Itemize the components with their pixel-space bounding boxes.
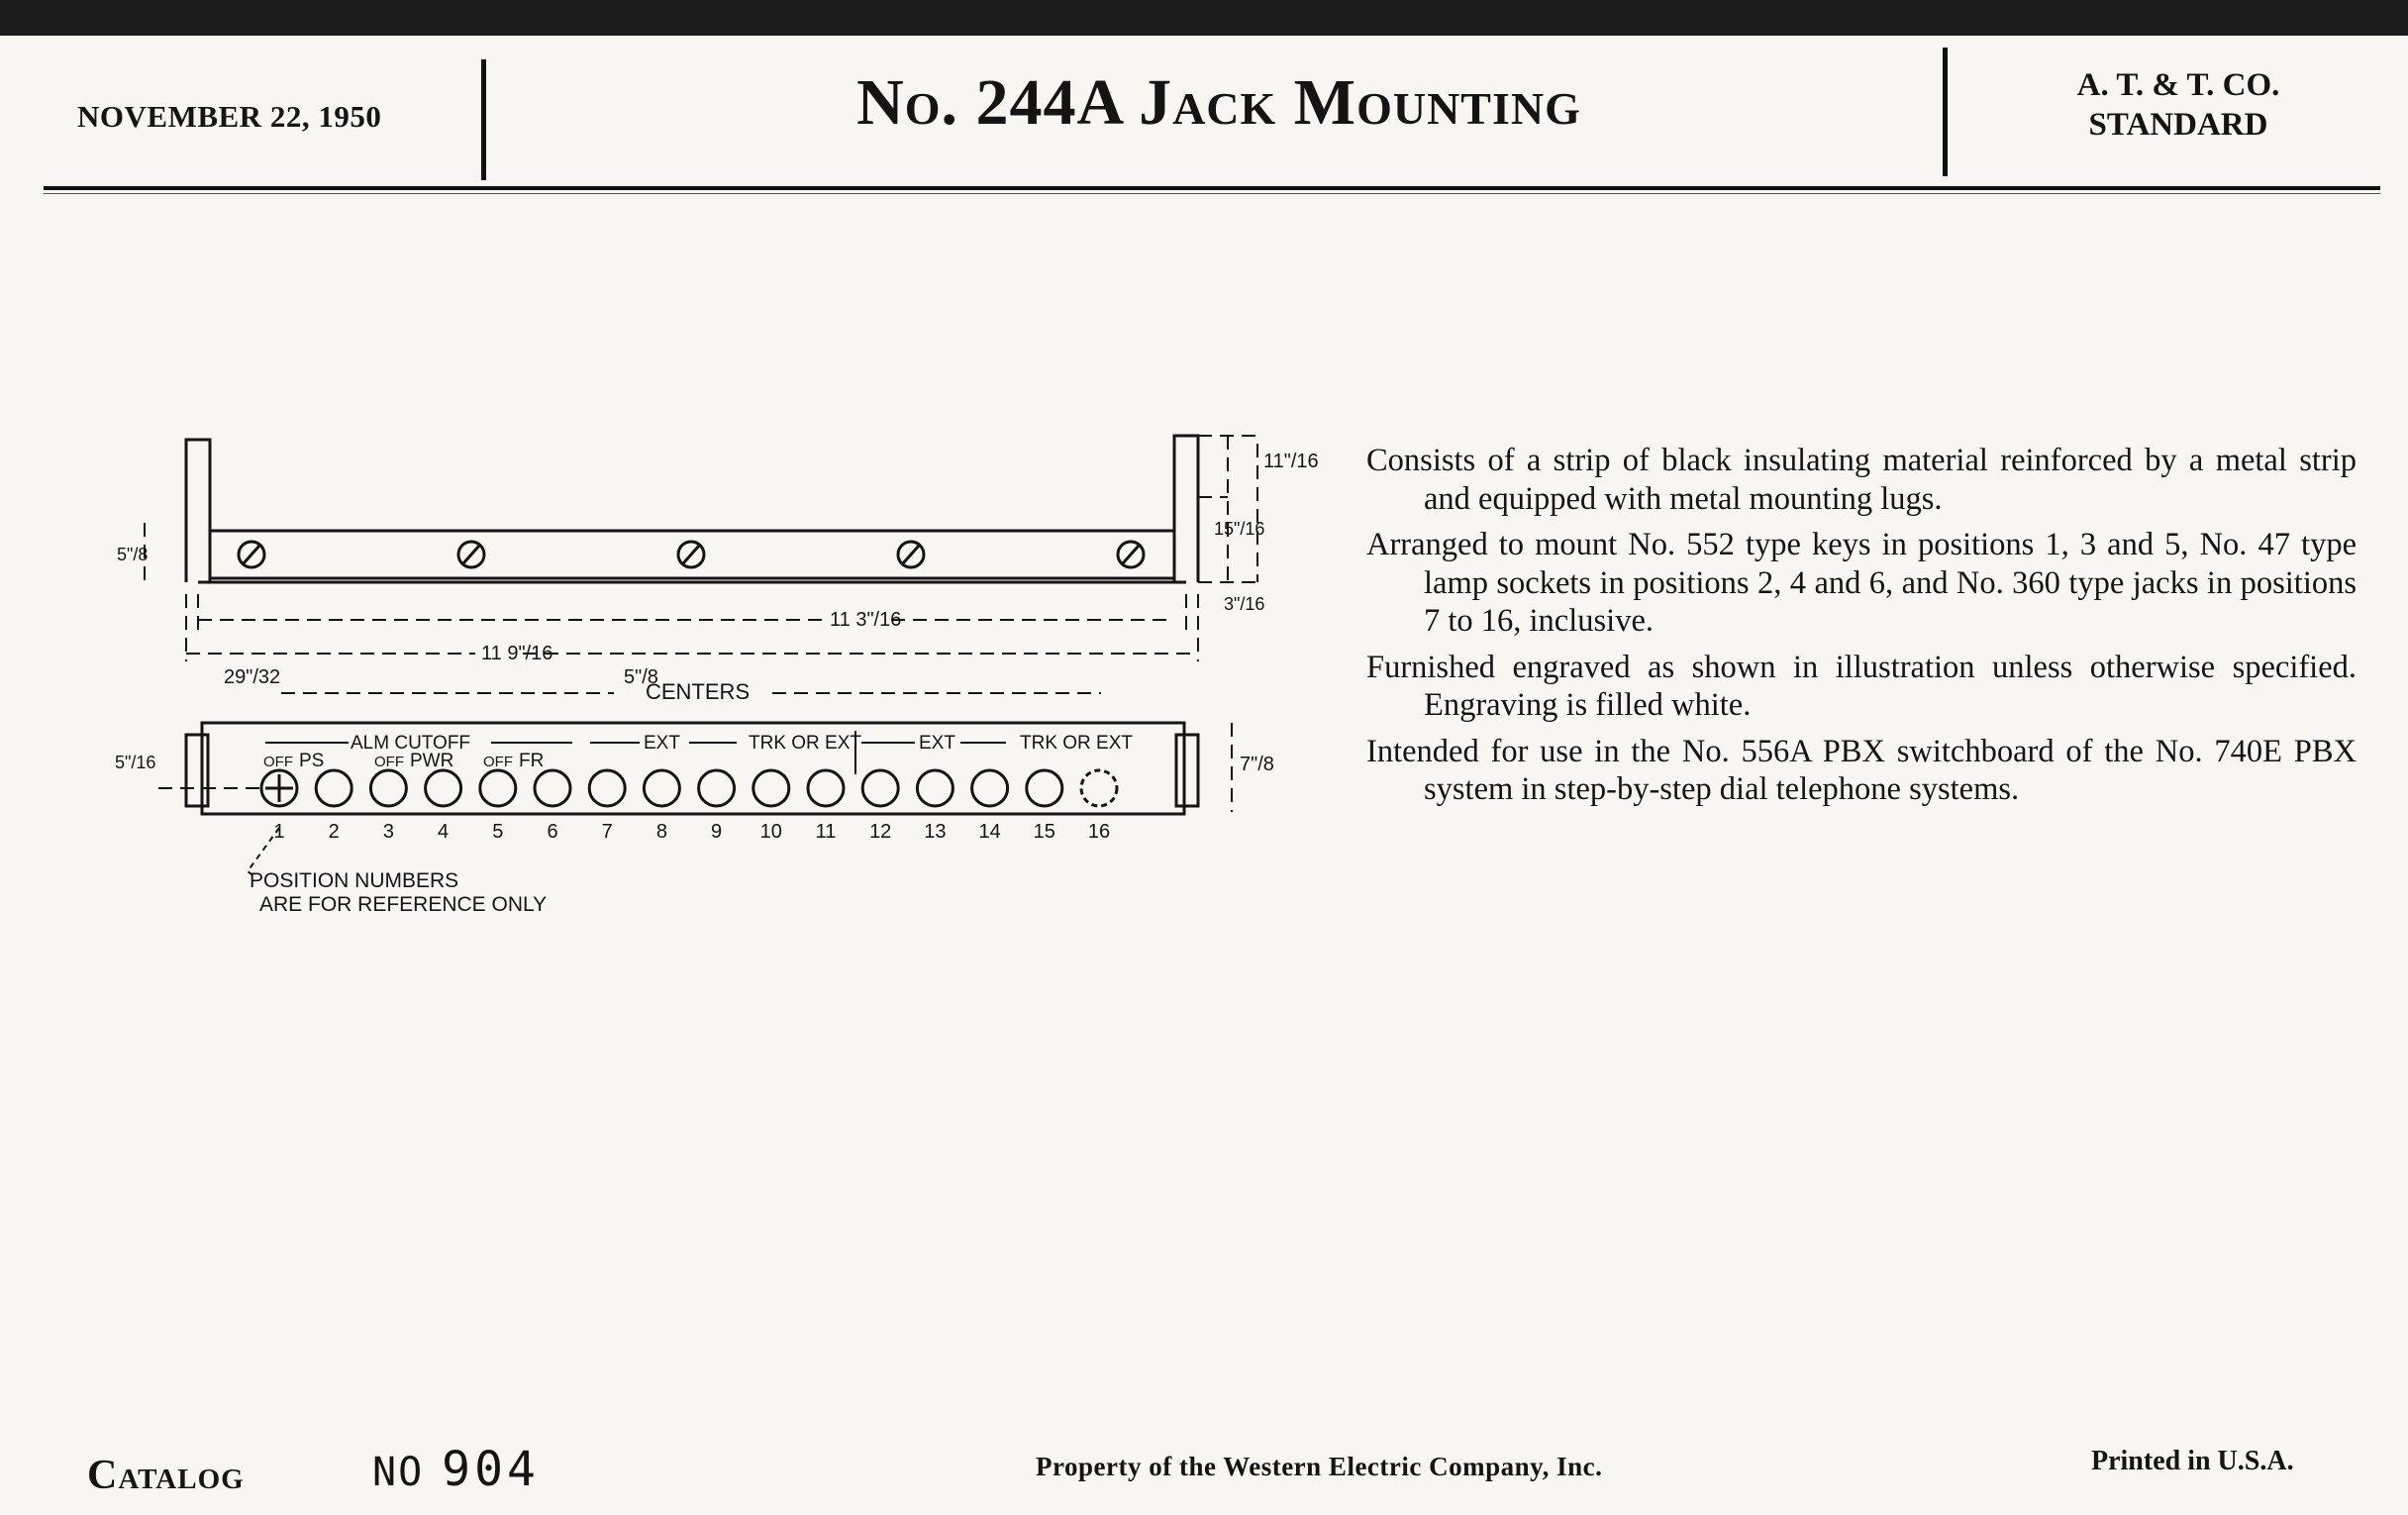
position-number: 4 [438,821,450,843]
dim-lug-height: 5"/8 [117,545,149,564]
screw-icon [458,542,484,567]
catalog-number [372,1442,540,1497]
printed-in: Printed in U.S.A. [2091,1446,2294,1476]
description-paragraph-2: Arranged to mount No. 552 type keys in positions 1, 3 and 5, No. 47 type lamp sockets in positions 2, 4 and 6, and No. 360 type jacks in positions 7 to 16, inclusive. [1366,527,2357,639]
dim-overall-length: 11 9"/16 [481,643,553,664]
description [1366,442,2357,817]
position-hole [316,770,351,806]
label-ps: PS [299,751,325,771]
label-trk-or-ext-2: TRK OR EXT [1020,733,1134,754]
position-number: 2 [328,821,340,843]
position-hole [644,770,679,806]
position-number: 6 [547,821,558,843]
description-paragraph-3: Furnished engraved as shown in illustration unless otherwise specified. Engraving is filled white. [1366,649,2357,723]
position-hole [1027,770,1062,806]
label-ext-1: EXT [644,733,680,754]
position-hole [535,770,570,806]
position-number: 15 [1033,821,1055,843]
top-view [186,436,1198,582]
face-left-lug [186,735,208,806]
dim-centers: 5"/8 [624,666,658,688]
description-paragraph-4: Intended for use in the No. 556A PBX switchboard of the No. 740E PBX system in step-by-step dial telephone systems. [1366,733,2357,807]
position-numbers [273,821,1110,843]
position-number: 13 [924,821,947,843]
dim-width: 7"/8 [1240,754,1274,775]
standard-line-1: A. T. & T. CO. [2076,67,2280,103]
position-hole [699,770,735,806]
right-lug [1174,436,1198,582]
position-hole [808,770,844,806]
position-number: 10 [759,821,782,843]
label-off-5: OFF [483,754,513,770]
position-hole [1081,770,1117,806]
screw-icon [239,542,264,567]
screw-icon [1118,542,1144,567]
dim-top-lug: 11"/16 [1263,451,1319,472]
position-number: 9 [711,821,723,843]
position-hole [370,770,406,806]
description-paragraph-1: Consists of a strip of black insulating material reinforced by a metal strip and equipped with metal mounting lugs. [1366,443,2357,517]
label-trk-or-ext-1: TRK OR EXT [749,733,862,754]
catalog-number-value: 904 [442,1442,540,1497]
position-number: 7 [601,821,613,843]
position-hole [917,770,953,806]
property-notice: Property of the Western Electric Company, Inc. [1036,1452,1603,1481]
centers-label: CENTERS [646,679,751,704]
position-number: 16 [1087,821,1111,843]
position-hole [862,770,898,806]
left-lug [186,440,210,582]
dim-thickness: 3"/16 [1224,594,1265,614]
label-fr: FR [519,751,545,771]
dim-first-position: 29"/32 [224,666,281,688]
position-hole [753,770,789,806]
position-hole [972,770,1008,806]
face-right-lug [1176,735,1198,806]
standard-line-2: STANDARD [2088,107,2268,143]
position-number: 14 [978,821,1001,843]
label-alm-cutoff: ALM CUTOFF [351,733,471,754]
catalog-label: Catalog [87,1453,245,1498]
position-number: 3 [382,821,394,843]
screw-icon [678,542,704,567]
catalog-number-label: NO [372,1450,425,1495]
position-number: 8 [655,821,667,843]
dim-inner-length: 11 3"/16 [830,609,902,631]
note-line-2: ARE FOR REFERENCE ONLY [259,893,548,916]
label-pwr: PWR [410,751,454,771]
label-off-3: OFF [374,754,404,770]
label-ext-2: EXT [919,733,955,754]
position-hole [589,770,625,806]
position-hole [480,770,516,806]
position-number: 12 [869,821,892,843]
header-date: NOVEMBER 22, 1950 [77,99,382,134]
screw-icon [898,542,924,567]
position-holes [261,770,1117,806]
position-number: 5 [492,821,504,843]
mounting-screws [239,542,1144,567]
note-line-1: POSITION NUMBERS [250,869,459,892]
position-number: 1 [273,821,285,843]
label-off-1: OFF [263,754,293,770]
position-number: 11 [815,821,837,843]
dim-side: 15"/16 [1214,519,1265,539]
dim-hole: 5"/16 [115,753,156,772]
page-title: No. 244A Jack Mounting [856,66,1581,139]
position-hole [426,770,461,806]
